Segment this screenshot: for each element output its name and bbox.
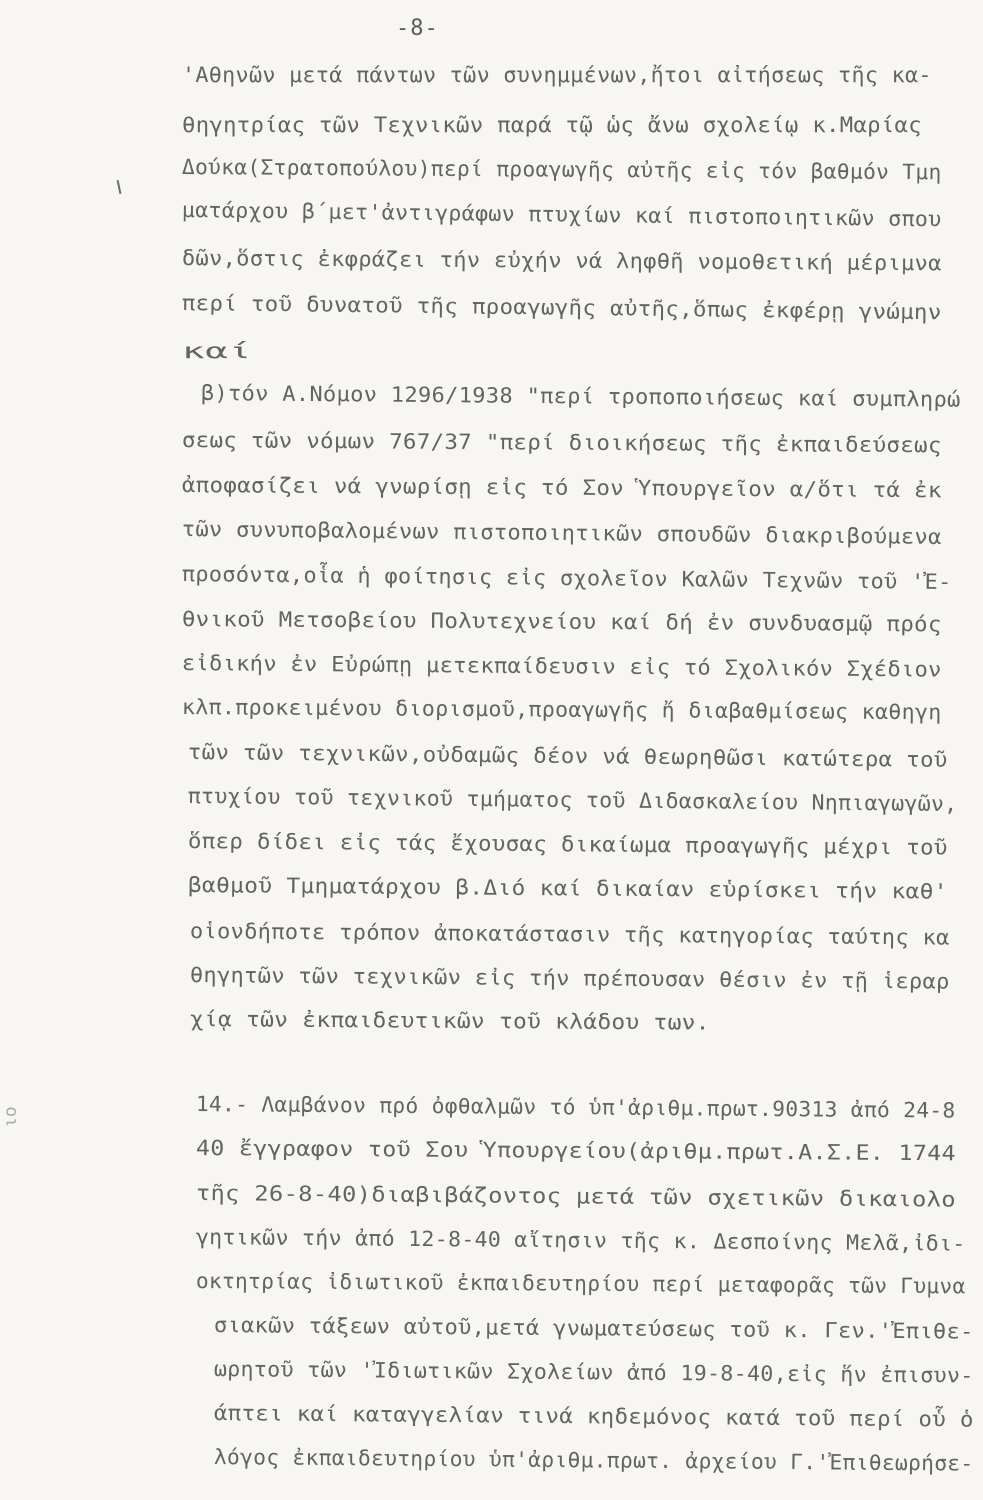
text-line: εἰδικήν ἐν Εὐρώπῃ μετεκπαίδευσιν εἰς τό Σχολικόν Σχέδιον [181,650,942,682]
text-line: Δούκα(Στρατοπούλου)περί προαγωγῆς αὐτῆς εἰς τόν βαθμόν Τμη [181,154,942,185]
text-line: κλπ.προκειμένου διορισμοῦ,προαγωγῆς ἤ διαβαθμίσεως καθηγη [181,695,942,725]
text-line: λόγος ἐκπαιδευτηρίου ὑπ'ἀριθμ.πρωτ. ἀρχείου Γ.'Ἐπιθεωρήσε- [213,1445,974,1476]
text-line: β)τόν Α.Νόμον 1296/1938 "περί τροποποιήσεως καί συμπληρώ [200,380,961,412]
page-number: -8- [396,16,439,41]
text-line: θηγητρίας τῶν Τεχνικῶν παρά τῷ ὡς ἄνω σχολείῳ κ.Μαρίας [182,113,922,137]
text-line: προσόντα,οἷα ἡ φοίτησις εἰς σχολεῖον Καλῶν Τεχνῶν τοῦ 'Ἐ- [181,561,952,595]
text-line: 'Αθηνῶν μετά πάντων τῶν συνημμένων,ἤτοι αἰτήσεως τῆς κα- [182,63,932,87]
text-line: σεως τῶν νόμων 767/37 "περί διοικήσεως τῆς ἐκπαιδεύσεως [181,427,942,458]
text-line: περί τοῦ δυνατοῦ τῆς προαγωγῆς αὐτῆς,ὅπως ἐκφέρῃ γνώμην [181,290,942,325]
text-line: 14.- Λαμβάνον πρό ὀφθαλμῶν τό ὑπ'ἀριθμ.πρωτ.90313 ἀπό 24-8 [195,1092,956,1123]
margin-faint-mark: ιο [0,1106,21,1128]
text-line: βαθμοῦ Τμηματάρχου β.Διό καί δικαίαν εὑρίσκει τήν καθ' [187,872,948,904]
text-line: ἀποφασίζει νά γνωρίσῃ εἰς τό Σον Ὑπουργεῖον α/ὅτι τά ἐκ [181,472,942,503]
text-line: δῶν,ὅστις ἐκφράζει τήν εὐχήν νά ληφθῆ νομοθετική μέριμνα [181,245,942,276]
text-line: ωρητοῦ τῶν 'Ἰδιωτικῶν Σχολείων ἀπό 19-8-40,εἰς ἥν ἐπισυν- [213,1357,974,1388]
text-line: ὅπερ δίδει εἰς τάς ἔχουσας δικαίωμα προαγωγῆς μέχρι τοῦ [187,828,948,860]
text-line: τῶν συνυποβαλομένων πιστοποιητικῶν σπουδῶν διακριβούμενα [181,516,942,549]
text-line: οἱονδήποτε τρόπον ἀποκατάστασιν τῆς κατηγορίας ταύτης κα [189,918,950,950]
text-line: σιακῶν τάξεων αὐτοῦ,μετά γνωματεύσεως τοῦ κ. Γεν.'Ἐπιθε- [213,1313,974,1344]
text-line: οκτητρίας ἰδιωτικοῦ ἐκπαιδευτηρίου περί μεταφορᾶς τῶν Γυμνα [195,1269,966,1299]
text-line: πτυχίου τοῦ τεχνικοῦ τμήματος τοῦ Διδασκαλείου Νηπιαγωγῶν, [187,783,958,817]
text-line: χίᾳ τῶν ἐκπαιδευτικῶν τοῦ κλάδου των. [189,1007,710,1035]
text-line: 40 ἔγγραφον τοῦ Σου Ὑπουργείου(ἀριθμ.πρωτ.Α.Σ.Ε. 1744 [195,1136,956,1166]
text-line: τῶν τῶν τεχνικῶν,οὐδαμῶς δέον νά θεωρηθῶσι κατώτερα τοῦ [187,739,948,772]
text-line: θηγητῶν τῶν τεχνικῶν εἰς τήν πρέπουσαν θέσιν ἐν τῇ ἱεραρ [189,962,950,994]
text-line: άπτει καί καταγγελίαν τινά κηδεμόνος κατά τοῦ περί οὗ ὁ [213,1401,974,1432]
text-line: γητικῶν τήν ἀπό 12-8-40 αἴτησιν τῆς κ. Δεσποίνης Μελᾶ,ἰδι- [195,1225,966,1256]
text-line: καί [182,339,252,363]
text-line: τῆς 26-8-40)διαβιβάζοντος μετά τῶν σχετικῶν δικαιολο [195,1181,957,1212]
text-line: θνικοῦ Μετσοβείου Πολυτεχνείου καί δή ἐν συνδυασμῷ πρός [181,607,942,637]
text-line: ματάρχου β΄μετ'ἀντιγράφων πτυχίων καί πιστοποιητικῶν σπου [181,197,942,232]
